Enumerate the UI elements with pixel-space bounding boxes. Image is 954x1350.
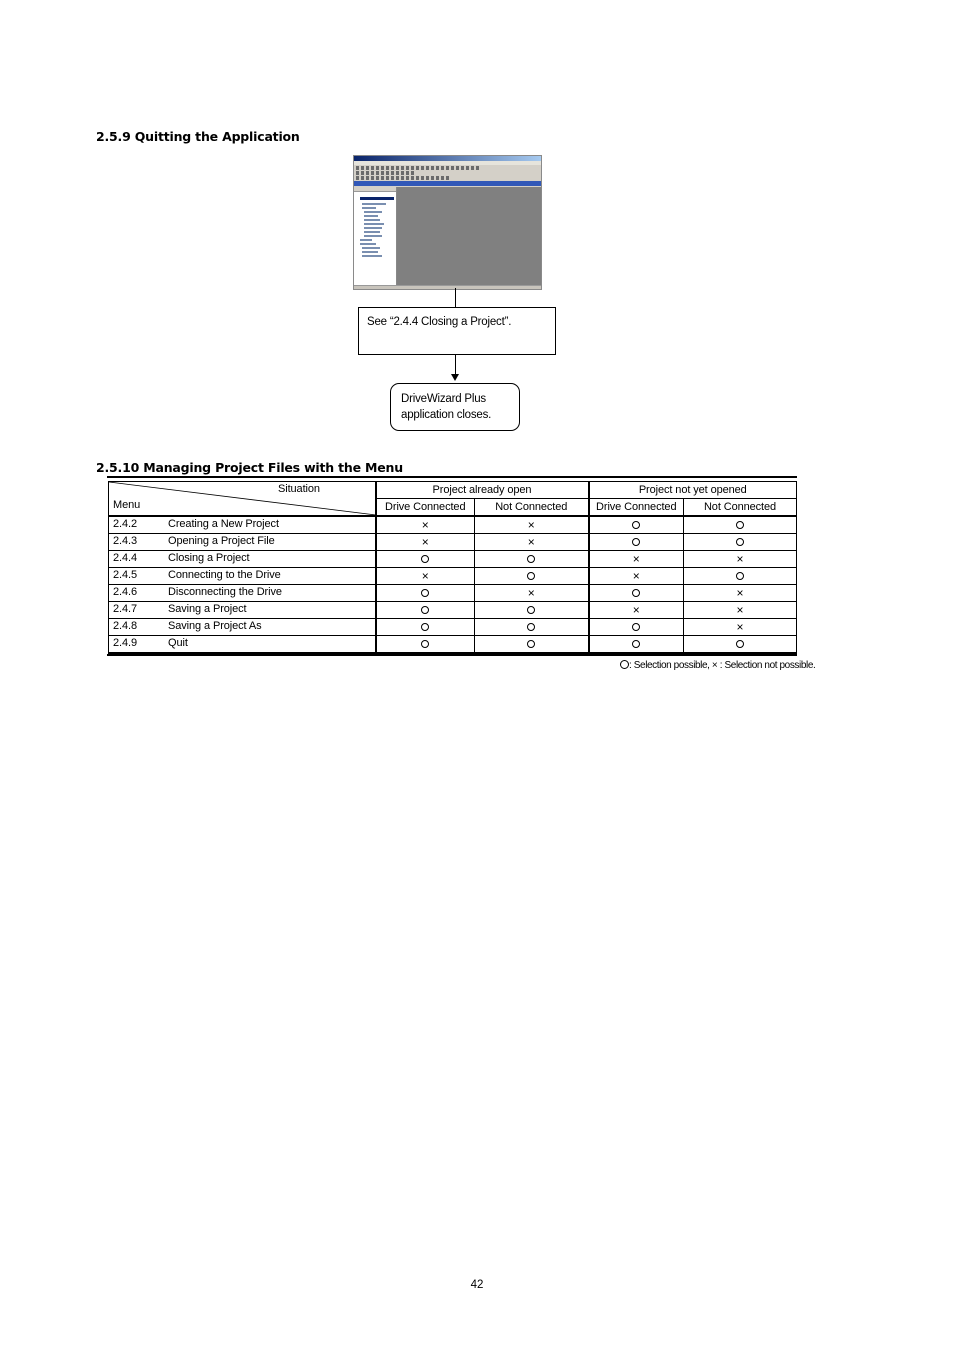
circle-icon xyxy=(632,640,640,648)
table-row xyxy=(109,568,797,585)
circle-icon xyxy=(421,640,429,648)
circle-icon xyxy=(736,640,744,648)
diagonal-divider xyxy=(109,482,376,515)
availability-cell xyxy=(684,551,797,568)
flow-step-text: See “2.4.4 Closing a Project”. xyxy=(367,316,512,328)
flow-step-text: DriveWizard Plus application closes. xyxy=(401,393,492,421)
availability-cell xyxy=(475,636,589,654)
flow-arrow-icon xyxy=(451,374,459,381)
menu-section-number: 2.4.2 xyxy=(113,518,137,530)
availability-cell xyxy=(684,585,797,602)
availability-cell xyxy=(684,534,797,551)
menu-section-number: 2.4.4 xyxy=(113,552,137,564)
availability-cell xyxy=(589,585,684,602)
table-row xyxy=(109,585,797,602)
availability-cell xyxy=(475,534,589,551)
cross-icon: × xyxy=(421,568,429,583)
circle-icon xyxy=(620,660,629,669)
availability-cell xyxy=(475,551,589,568)
screenshot-banner xyxy=(354,181,541,186)
availability-cell xyxy=(684,568,797,585)
cross-icon: × xyxy=(527,585,535,600)
cross-icon: × xyxy=(632,602,640,617)
cross-icon: × xyxy=(736,619,744,634)
page-number: 42 xyxy=(470,1279,484,1291)
app-screenshot xyxy=(353,155,542,290)
availability-cell xyxy=(684,602,797,619)
corner-header xyxy=(109,482,376,517)
availability-cell xyxy=(589,619,684,636)
cross-icon: × xyxy=(632,568,640,583)
flow-connector xyxy=(455,288,456,307)
circle-icon xyxy=(527,640,535,648)
table-row xyxy=(109,551,797,568)
menu-cell xyxy=(109,551,376,568)
table-row xyxy=(109,534,797,551)
circle-icon xyxy=(632,521,640,529)
circle-icon xyxy=(527,572,535,580)
screenshot-menubar xyxy=(354,161,541,165)
menu-cell xyxy=(109,585,376,602)
circle-icon xyxy=(527,555,535,563)
availability-cell xyxy=(589,534,684,551)
group-header-open: Project already open xyxy=(376,482,589,499)
menu-cell xyxy=(109,516,376,534)
cross-icon: × xyxy=(736,602,744,617)
table-legend xyxy=(620,660,815,671)
menu-item-label: Saving a Project As xyxy=(168,620,262,632)
sub-header: Not Connected xyxy=(475,499,589,517)
availability-cell xyxy=(475,602,589,619)
availability-cell xyxy=(376,551,475,568)
screenshot-statusbar xyxy=(354,285,541,289)
cross-icon: × xyxy=(711,660,718,671)
circle-icon xyxy=(736,572,744,580)
circle-icon xyxy=(632,623,640,631)
availability-cell xyxy=(475,585,589,602)
cross-icon: × xyxy=(632,551,640,566)
availability-cell xyxy=(376,585,475,602)
circle-icon xyxy=(736,521,744,529)
screenshot-toolbar xyxy=(356,171,416,175)
cross-icon: × xyxy=(527,517,535,532)
availability-cell xyxy=(475,619,589,636)
menu-section-number: 2.4.3 xyxy=(113,535,137,547)
legend-possible: : Selection possible, xyxy=(629,660,712,671)
availability-cell xyxy=(376,602,475,619)
menu-section-number: 2.4.5 xyxy=(113,569,137,581)
cross-icon: × xyxy=(421,534,429,549)
flow-connector xyxy=(455,355,456,374)
availability-cell xyxy=(376,516,475,534)
availability-cell xyxy=(589,602,684,619)
availability-cell xyxy=(376,636,475,654)
section-heading-quit: 2.5.9 Quitting the Application xyxy=(96,129,300,144)
circle-icon xyxy=(632,589,640,597)
availability-cell xyxy=(475,516,589,534)
menu-item-label: Disconnecting the Drive xyxy=(168,586,282,598)
menu-cell xyxy=(109,602,376,619)
availability-cell xyxy=(684,636,797,654)
screenshot-project-tree xyxy=(354,187,397,285)
menu-cell xyxy=(109,619,376,636)
table-row xyxy=(109,602,797,619)
table-top-rule xyxy=(107,476,797,478)
circle-icon xyxy=(632,538,640,546)
sub-header: Drive Connected xyxy=(376,499,475,517)
cross-icon: × xyxy=(736,585,744,600)
circle-icon xyxy=(527,623,535,631)
group-header-not-opened: Project not yet opened xyxy=(589,482,797,499)
menu-item-label: Connecting to the Drive xyxy=(168,569,281,581)
cross-icon: × xyxy=(736,551,744,566)
cross-icon: × xyxy=(527,534,535,549)
sub-header: Drive Connected xyxy=(589,499,684,517)
availability-cell xyxy=(684,619,797,636)
menu-cell xyxy=(109,636,376,654)
legend-not-possible: : Selection not possible. xyxy=(717,660,816,671)
availability-cell xyxy=(589,551,684,568)
availability-cell xyxy=(589,568,684,585)
availability-cell xyxy=(589,636,684,654)
circle-icon xyxy=(421,555,429,563)
table-row xyxy=(109,516,797,534)
corner-situation-label: Situation xyxy=(278,483,320,495)
table-bottom-rule xyxy=(107,654,797,656)
availability-cell xyxy=(376,619,475,636)
screenshot-toolbar xyxy=(356,166,481,170)
availability-cell xyxy=(589,516,684,534)
availability-cell xyxy=(376,568,475,585)
flow-step-app-closes xyxy=(390,383,520,431)
circle-icon xyxy=(736,538,744,546)
table-row xyxy=(109,619,797,636)
circle-icon xyxy=(421,623,429,631)
menu-item-label: Saving a Project xyxy=(168,603,247,615)
circle-icon xyxy=(527,606,535,614)
corner-menu-label: Menu xyxy=(113,499,141,511)
menu-section-number: 2.4.7 xyxy=(113,603,137,615)
menu-item-label: Closing a Project xyxy=(168,552,250,564)
table-row xyxy=(109,636,797,654)
menu-cell xyxy=(109,568,376,585)
menu-section-number: 2.4.9 xyxy=(113,637,137,649)
availability-cell xyxy=(475,568,589,585)
menu-item-label: Opening a Project File xyxy=(168,535,275,547)
section-heading-menu: 2.5.10 Managing Project Files with the Menu xyxy=(96,460,403,475)
cross-icon: × xyxy=(421,517,429,532)
menu-availability-table xyxy=(108,481,797,654)
availability-cell xyxy=(376,534,475,551)
menu-section-number: 2.4.8 xyxy=(113,620,137,632)
flow-step-close-project xyxy=(358,307,556,355)
circle-icon xyxy=(421,606,429,614)
sub-header: Not Connected xyxy=(684,499,797,517)
screenshot-toolbar xyxy=(356,176,451,180)
menu-section-number: 2.4.6 xyxy=(113,586,137,598)
screenshot-workspace xyxy=(397,187,541,285)
circle-icon xyxy=(421,589,429,597)
menu-item-label: Creating a New Project xyxy=(168,518,279,530)
menu-item-label: Quit xyxy=(168,637,188,649)
menu-cell xyxy=(109,534,376,551)
availability-cell xyxy=(684,516,797,534)
